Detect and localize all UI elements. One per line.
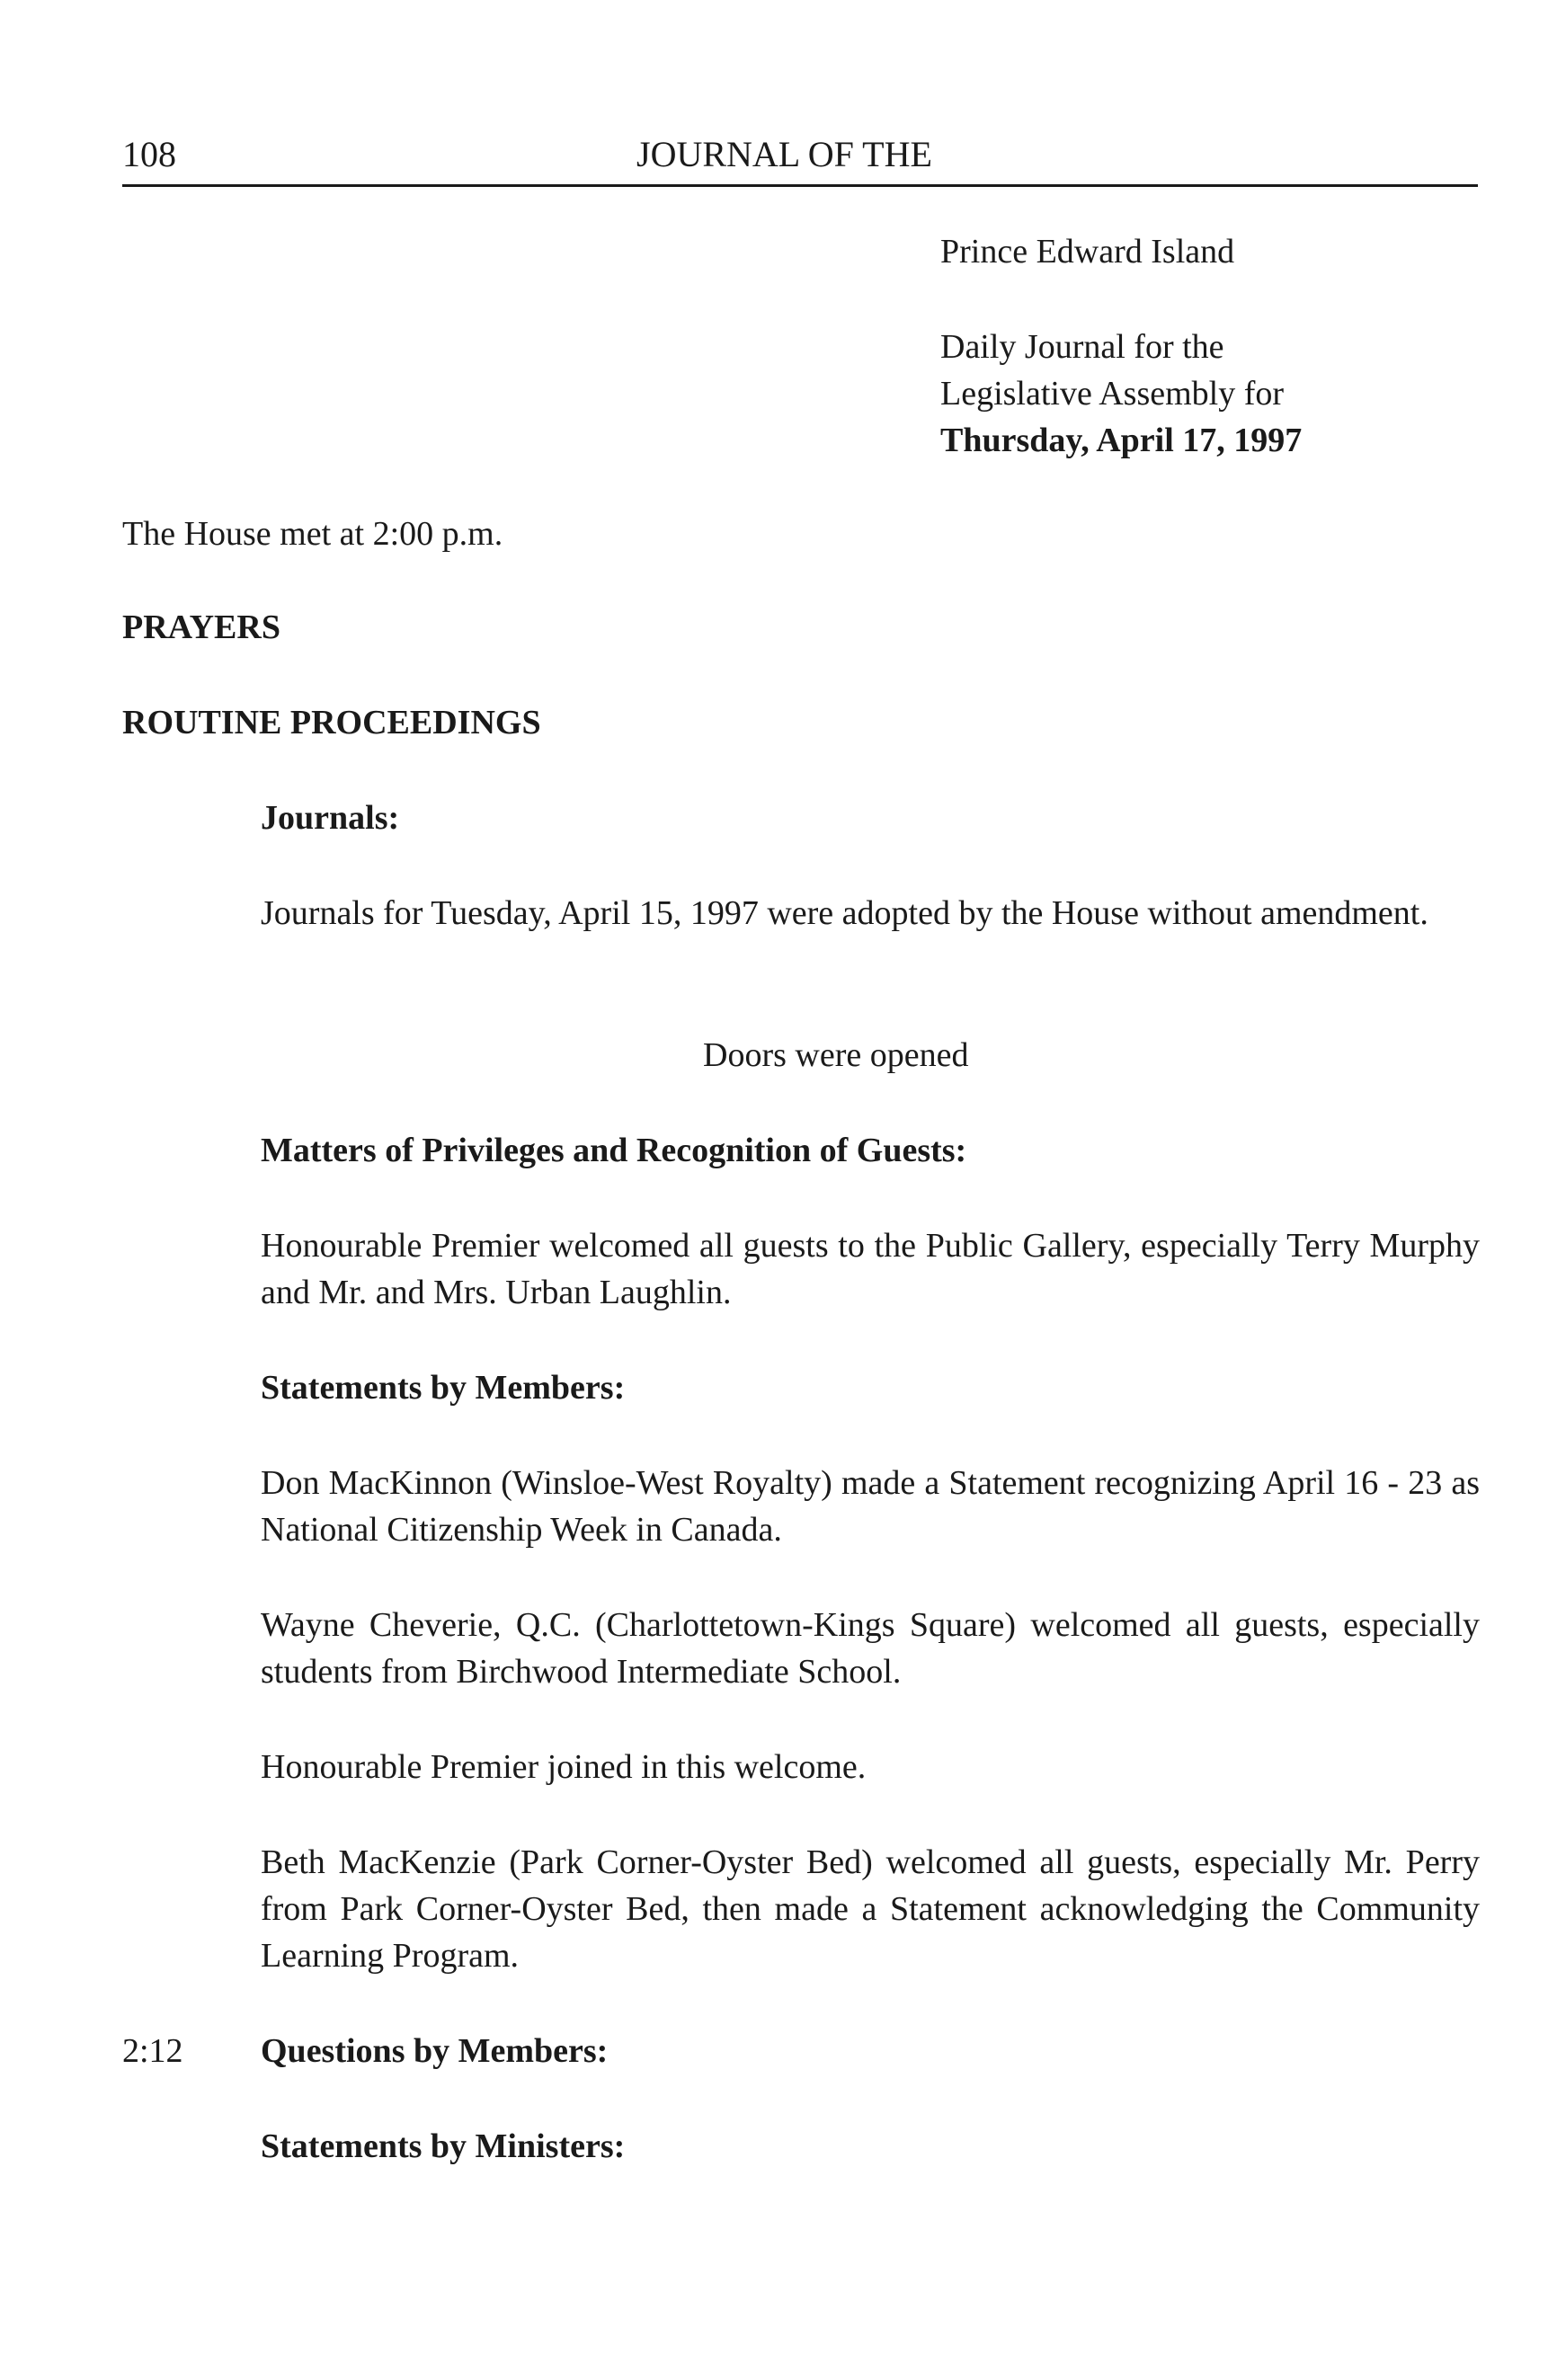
prayers-heading: PRAYERS: [122, 608, 280, 646]
routine-proceedings-heading: ROUTINE PROCEEDINGS: [122, 704, 541, 742]
statement-premier: Honourable Premier joined in this welcome.: [261, 1748, 867, 1786]
questions-time: 2:12: [122, 2032, 183, 2070]
statement-mackinnon: Don MacKinnon (Winsloe-West Royalty) made a Statement recognizing April 16 - 23 as National Citizenship Week in Canada.: [261, 1464, 1480, 1549]
journals-text: Journals for Tuesday, April 15, 1997 were adopted by the House without amendment.: [261, 894, 1428, 932]
opening-time: The House met at 2:00 p.m.: [122, 515, 503, 553]
page-number: 108: [122, 134, 176, 174]
privileges-text: Honourable Premier welcomed all guests to the Public Gallery, especially Terry Murphy and Mr. and Mrs. Urban Laughlin.: [261, 1227, 1480, 1311]
questions-heading: Questions by Members:: [261, 2032, 609, 2070]
privileges-heading: Matters of Privileges and Recognition of Guests:: [261, 1132, 967, 1169]
running-title: JOURNAL OF THE: [636, 134, 932, 174]
masthead-province: Prince Edward Island: [940, 233, 1235, 271]
masthead-date: Thursday, April 17, 1997: [940, 422, 1303, 459]
masthead-line-2: Legislative Assembly for: [940, 375, 1285, 413]
journals-heading: Journals:: [261, 799, 400, 837]
header-rule: [122, 184, 1478, 187]
statements-heading: Statements by Members:: [261, 1369, 626, 1407]
masthead-line-1: Daily Journal for the: [940, 328, 1224, 366]
doors-opened: Doors were opened: [703, 1036, 969, 1074]
statement-mackenzie: Beth MacKenzie (Park Corner-Oyster Bed) welcomed all guests, especially Mr. Perry from Park Corner-Oyster Bed, then made a Statement acknowledging the Community Learning Program.: [261, 1843, 1480, 1975]
statement-cheverie: Wayne Cheverie, Q.C. (Charlottetown-Kings Square) welcomed all guests, especially students from Birchwood Intermediate School.: [261, 1606, 1480, 1691]
ministers-heading: Statements by Ministers:: [261, 2127, 626, 2165]
